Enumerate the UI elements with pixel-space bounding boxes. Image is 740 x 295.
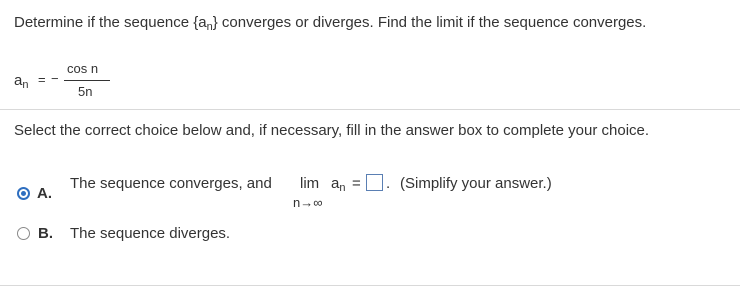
answer-box[interactable] (366, 174, 383, 191)
bottom-divider (0, 285, 740, 286)
limit-label: lim (300, 175, 320, 192)
formula-lhs: $a_n$ (14, 72, 29, 91)
formula-equals: = (38, 72, 46, 87)
simplify-hint: (Simplify your answer.) (400, 175, 552, 192)
divider (0, 109, 740, 110)
formula-denominator: 5n (78, 84, 93, 99)
choice-a-text: The sequence converges, and (70, 175, 272, 192)
choice-b-text: The sequence diverges. (70, 225, 231, 242)
radio-a[interactable] (17, 187, 30, 200)
limit-equals: = (352, 175, 361, 192)
choice-a-letter: A. (37, 185, 52, 202)
formula-minus-sign: − (51, 71, 59, 86)
question-text: Determine if the sequence $\{a_n\}$ converges or diverges. Find the limit if the sequence converges. (14, 14, 647, 33)
limit-subscript: n→∞ (293, 195, 323, 210)
instruction-text: Select the correct choice below and, if necessary, fill in the answer box to complete your choice. (14, 122, 650, 139)
radio-b[interactable] (17, 227, 30, 240)
formula-numerator: cos n (67, 61, 99, 76)
fraction-bar (64, 80, 110, 81)
limit-var: $a_n$ (331, 175, 346, 194)
choice-b-letter: B. (38, 225, 53, 242)
answer-period: . (386, 175, 391, 192)
